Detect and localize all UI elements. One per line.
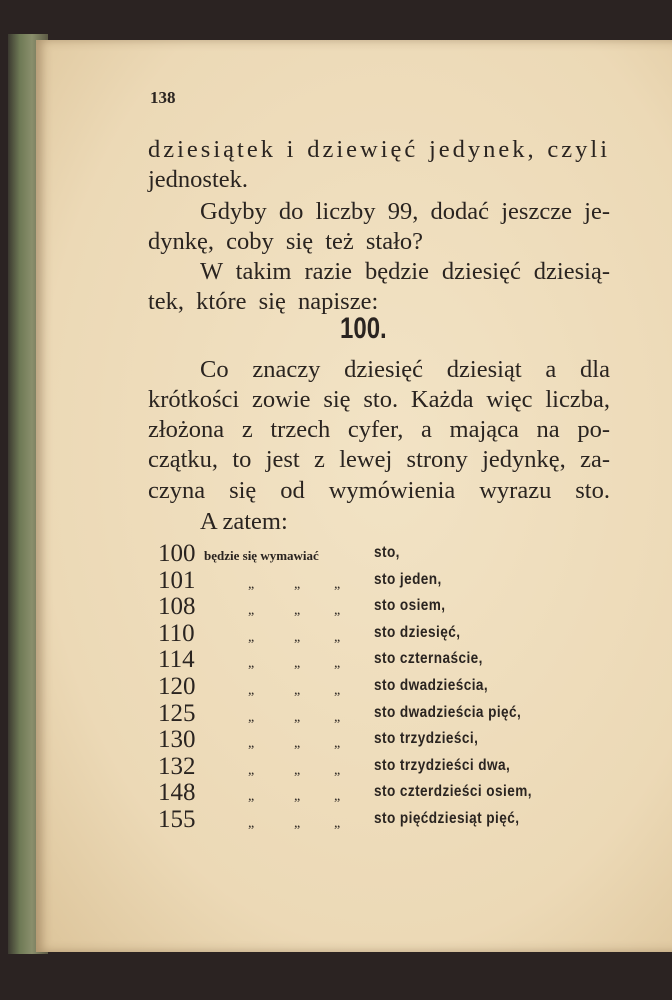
row-number: 120 xyxy=(158,673,196,700)
row-word: sto jeden, xyxy=(374,570,442,588)
table-row xyxy=(158,726,598,753)
row-word: sto dwadzieścia pięć, xyxy=(374,703,522,721)
text-line: W takim razie będzie dziesięć dziesią- xyxy=(200,258,610,285)
ditto-mark: „ xyxy=(294,789,301,805)
ditto-mark: „ xyxy=(248,816,255,831)
ditto-mark: „ xyxy=(334,709,341,725)
table-row xyxy=(158,620,598,647)
ditto-mark: „ xyxy=(294,816,301,831)
ditto-mark: „ xyxy=(294,576,301,592)
row-word: sto, xyxy=(374,544,400,561)
text-line: krótkości zowie się sto. Każda więc liczba, xyxy=(148,386,610,413)
ditto-mark: „ xyxy=(334,683,341,698)
ditto-mark: „ xyxy=(294,603,301,619)
ditto-mark: „ xyxy=(334,789,341,805)
text-line: Co znaczy dziesięć dziesiąt a dla xyxy=(200,356,610,383)
table-row xyxy=(158,540,598,567)
row-word: sto dziesięć, xyxy=(374,623,461,641)
ditto-mark: „ xyxy=(334,656,341,672)
page-number: 138 xyxy=(150,88,176,107)
ditto-mark: „ xyxy=(248,762,255,778)
row-word: sto trzydzieści, xyxy=(374,730,479,748)
row-number: 132 xyxy=(158,752,196,780)
row-number: 114 xyxy=(158,646,195,674)
text-line: tek, które się napisze: xyxy=(148,288,379,315)
ditto-mark: „ xyxy=(248,656,255,672)
table-row xyxy=(158,593,598,620)
row-phrase: będzie się wymawiać xyxy=(204,548,319,563)
row-number: 148 xyxy=(158,779,196,807)
ditto-mark: „ xyxy=(294,629,301,645)
row-word: sto dwadzieścia, xyxy=(374,677,489,694)
ditto-mark: „ xyxy=(294,709,301,725)
ditto-mark: „ xyxy=(294,736,301,752)
text-line: dziesiątek i dziewięć jedynek, czyli xyxy=(148,136,610,163)
row-number: 110 xyxy=(158,619,195,647)
row-word: sto osiem, xyxy=(374,597,446,615)
ditto-mark: „ xyxy=(334,816,341,831)
text-line: Gdyby do liczby 99, dodać jeszcze je- xyxy=(200,198,610,225)
text-line: dynkę, coby się też stało? xyxy=(148,228,424,255)
ditto-mark: „ xyxy=(334,762,341,778)
ditto-mark: „ xyxy=(334,603,341,619)
ditto-mark: „ xyxy=(248,683,255,698)
ditto-mark: „ xyxy=(248,709,255,725)
table-row xyxy=(158,779,598,806)
table-row xyxy=(158,753,598,780)
ditto-mark: „ xyxy=(248,736,255,752)
text-line: A zatem: xyxy=(200,508,288,535)
row-word: sto czterdzieści osiem, xyxy=(374,783,532,801)
row-number: 108 xyxy=(158,593,196,621)
row-number: 155 xyxy=(158,806,196,833)
ditto-mark: „ xyxy=(334,736,341,752)
text-line: czątku, to jest z lewej strony jedynkę, za- xyxy=(148,446,610,473)
row-number: 101 xyxy=(158,566,196,594)
row-number: 125 xyxy=(158,699,196,727)
row-word: sto pięćdziesiąt pięć, xyxy=(374,810,520,827)
ditto-mark: „ xyxy=(294,762,301,778)
table-row xyxy=(158,673,598,700)
ditto-mark: „ xyxy=(248,629,255,645)
row-number: 130 xyxy=(158,726,196,754)
ditto-mark: „ xyxy=(294,656,301,672)
ditto-mark: „ xyxy=(294,683,301,698)
row-word: sto trzydzieści dwa, xyxy=(374,756,511,774)
text-line: złożona z trzech cyfer, a mająca na po- xyxy=(148,416,610,443)
text-line: czyna się od wymówienia wyrazu sto. xyxy=(148,477,610,504)
table-row xyxy=(158,806,598,833)
table-row xyxy=(158,567,598,594)
ditto-mark: „ xyxy=(334,576,341,592)
row-number: 100 xyxy=(158,540,196,567)
ditto-mark: „ xyxy=(248,576,255,592)
ditto-mark: „ xyxy=(334,629,341,645)
number-100: 100. xyxy=(340,312,387,345)
text-line: jednostek. xyxy=(148,166,249,193)
table-row xyxy=(158,700,598,727)
table-row xyxy=(158,646,598,673)
ditto-mark: „ xyxy=(248,789,255,805)
row-word: sto czternaście, xyxy=(374,650,483,668)
ditto-mark: „ xyxy=(248,603,255,619)
